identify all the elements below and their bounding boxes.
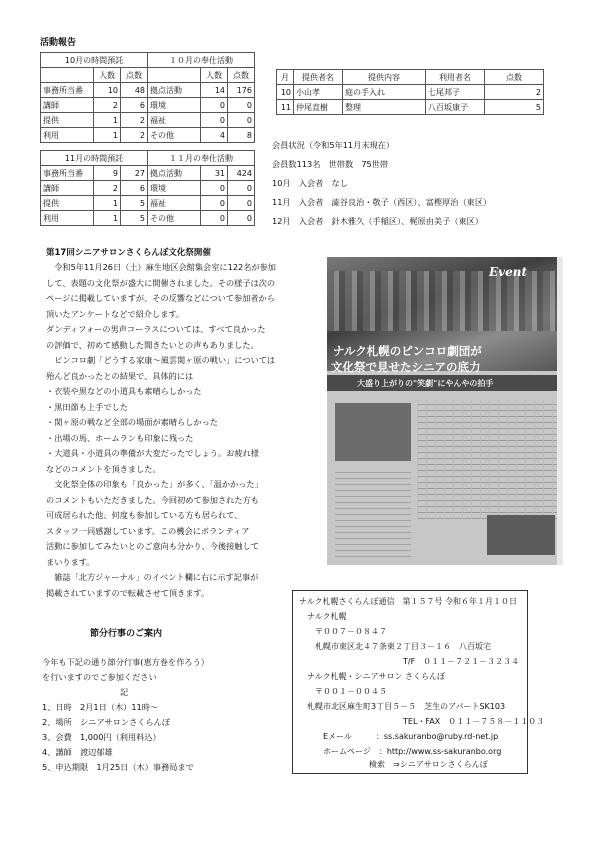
event-label: Event (489, 265, 528, 279)
col-header: 利用者名 (426, 70, 485, 85)
table-header: １０月の奉仕活動 (148, 53, 255, 68)
table-row: 事務所当番 10 48 拠点活動 14 176 (41, 83, 255, 98)
table-row: 利用 1 5 その他 0 0 (41, 211, 255, 226)
table-row: 利用 1 2 その他 4 8 (41, 128, 255, 143)
list-item: 4、講師 渡辺郁雄 (42, 747, 113, 757)
article-line: 令和5年11月26日（土）麻生地区会館集会室に122名が参加 (46, 262, 276, 272)
article-line: して、表題の文化祭が盛大に開催されました。その様子は次の (46, 277, 276, 288)
newsletter-info-box: ナルク札幌さくらんぼ通信 第１５７号 令和６年１月１０日 ナルク札幌 〒００７－０８４７ 札幌市東区北４７条東２丁目３－１６ 八百坂宅 T/F ０１１－７２１－３２３４ ナルク札幌・シニアサロン さくらんぼ 〒００１－００４５ 札幌市北区麻生町3丁目５－５ 芝生のアパートSK103 TEL・FAX ０１１－７５８－１１０３ Eメール ：ss.sakuranbo@ruby.rd-net.jp ホームページ ：http://www.ss-sakuranbo.org 検索 ⇒シニアサロンさくらんぼ (292, 590, 528, 774)
article-line: 掲載されていますので転載させて頂きます。 (46, 587, 210, 598)
col-header: 人数 (94, 68, 121, 83)
table-row: 提供 1 5 福祉 0 0 (41, 196, 255, 211)
col-header: 点数 (485, 70, 544, 85)
article-line: ピンコロ劇「どうする家康～風雲関ヶ原の戦い」については (46, 355, 276, 365)
article-line: まいります。 (46, 556, 95, 567)
col-header: 人数 (201, 68, 228, 83)
table-row: 10 小山孝 庭の手入れ 七尾邦子 2 (277, 85, 544, 100)
article-line: ・出場の馬、ホームランも印象に残った (46, 432, 194, 443)
article-line: 活動に参加してみたいとのご意向も分かり、今後接触して (46, 541, 259, 551)
setsubun-title: 節分行事のご案内 (90, 629, 163, 639)
homepage-link[interactable]: ホームページ ：http://www.ss-sakuranbo.org (323, 747, 502, 756)
article-line: などのコメントを頂きました。 (46, 463, 161, 474)
list-item: 1、日時 2月1日（木）11時～ (42, 702, 159, 712)
search-hint: 検索 ⇒シニアサロンさくらんぼ (369, 760, 488, 769)
article-line: 可成居られた他、何度も参加している方も居られて、 (46, 510, 243, 520)
article-line: ・黒田節も上手でした (46, 401, 128, 412)
article-line: ダンディフォーの男声コーラスについては、すべて良かった (46, 324, 266, 334)
table-row: 講師 2 6 環境 0 0 (41, 181, 255, 196)
article-line: ・衣装や黒などの小道具も素晴らしかった (46, 386, 202, 396)
table-row: 提供 1 2 福祉 0 0 (41, 113, 255, 128)
article-line: スタッフ一同感謝しています。この機会にボランティア (46, 525, 250, 536)
article-line: 頂いたアンケートなどで紹介します。 (46, 308, 185, 319)
magazine-clipping (327, 257, 563, 565)
list-item: 3、会費 1,000円（利用料込） (42, 732, 161, 742)
article-line: 雑誌「北方ジャーナル」のイベント欄に右に示す記事が (46, 572, 259, 582)
report-title: 活動報告 (40, 38, 77, 48)
table-row: 事務所当番 9 27 拠点活動 31 424 (41, 166, 255, 181)
article-line: の評価で、初めて感動した聞きたいとの声もありました。 (46, 339, 259, 350)
article-line: ・関ヶ原の戦など全部の場面が素晴らしかった (46, 417, 218, 427)
article-line: 文化祭全体の印象も「良かった」が多く、「温かかった」 (46, 479, 263, 489)
article-line: のコメントもいただきました。今回初めて参加された方も (46, 494, 259, 505)
col-header: 提供者名 (294, 70, 343, 85)
list-item: 5、申込期限 1月25日（木）事務局まで (42, 762, 194, 772)
article-line: ・大道具・小道具の準備が大変だったでしょう。お疲れ様 (46, 448, 259, 458)
article-line: 殆んど良かったとの結果で、具体的には (46, 370, 194, 381)
list-item: 2、場所 シニアサロンさくらんぼ (42, 717, 171, 727)
article-title: 第17回シニアサロンさくらんぼ文化祭開催 (46, 248, 211, 258)
col-header: 提供内容 (343, 70, 426, 85)
member-status: 会員状況（令和5年11月末現在） 会員数113名 世帯数 75世帯 10月 入会者 なし 11月 入会者 澁谷良治・敬子（西区）、富樫厚治（東区） 12月 入会者 針木雅久（手稲区）、梶原由美子（東区） (272, 140, 492, 226)
november-table (40, 150, 255, 226)
col-header: 点数 (228, 68, 255, 83)
table-header: 10月の時間預託 (41, 53, 148, 68)
table-header: 11月の時間預託 (41, 151, 148, 166)
magazine-headline: 文化祭で見せたシニアの底力 (331, 360, 481, 374)
table-row: 講師 2 6 環境 0 0 (41, 98, 255, 113)
setsubun-body: 今年も下記の通り節分行事(恵方巻を作ろう） を行いますのでご参加ください 記 1、日時 2月1日（木）11時～ 2、場所 シニアサロンさくらんぼ 3、会費 1,000円（利用料込） 4、講師 渡辺郁雄 5、申込期限 1月25日（木）事務局まで (42, 655, 209, 775)
october-table (40, 52, 255, 143)
email-link[interactable]: Eメール ：ss.sakuranbo@ruby.rd-net.jp (323, 732, 499, 741)
article-line: ページに掲載していますが、その反響などについて参加者から (46, 293, 275, 303)
magazine-headline: ナルク札幌のピンコロ劇団が (333, 344, 482, 358)
table-header: １１月の奉仕活動 (148, 151, 255, 166)
exchange-table (276, 69, 544, 115)
table-row: 11 仲尾直樹 整理 八百坂康子 5 (277, 100, 544, 115)
magazine-subhead: 大盛り上がりの"笑劇"にやんやの拍手 (357, 379, 494, 388)
col-header: 点数 (121, 68, 148, 83)
col-header: 月 (277, 70, 294, 85)
